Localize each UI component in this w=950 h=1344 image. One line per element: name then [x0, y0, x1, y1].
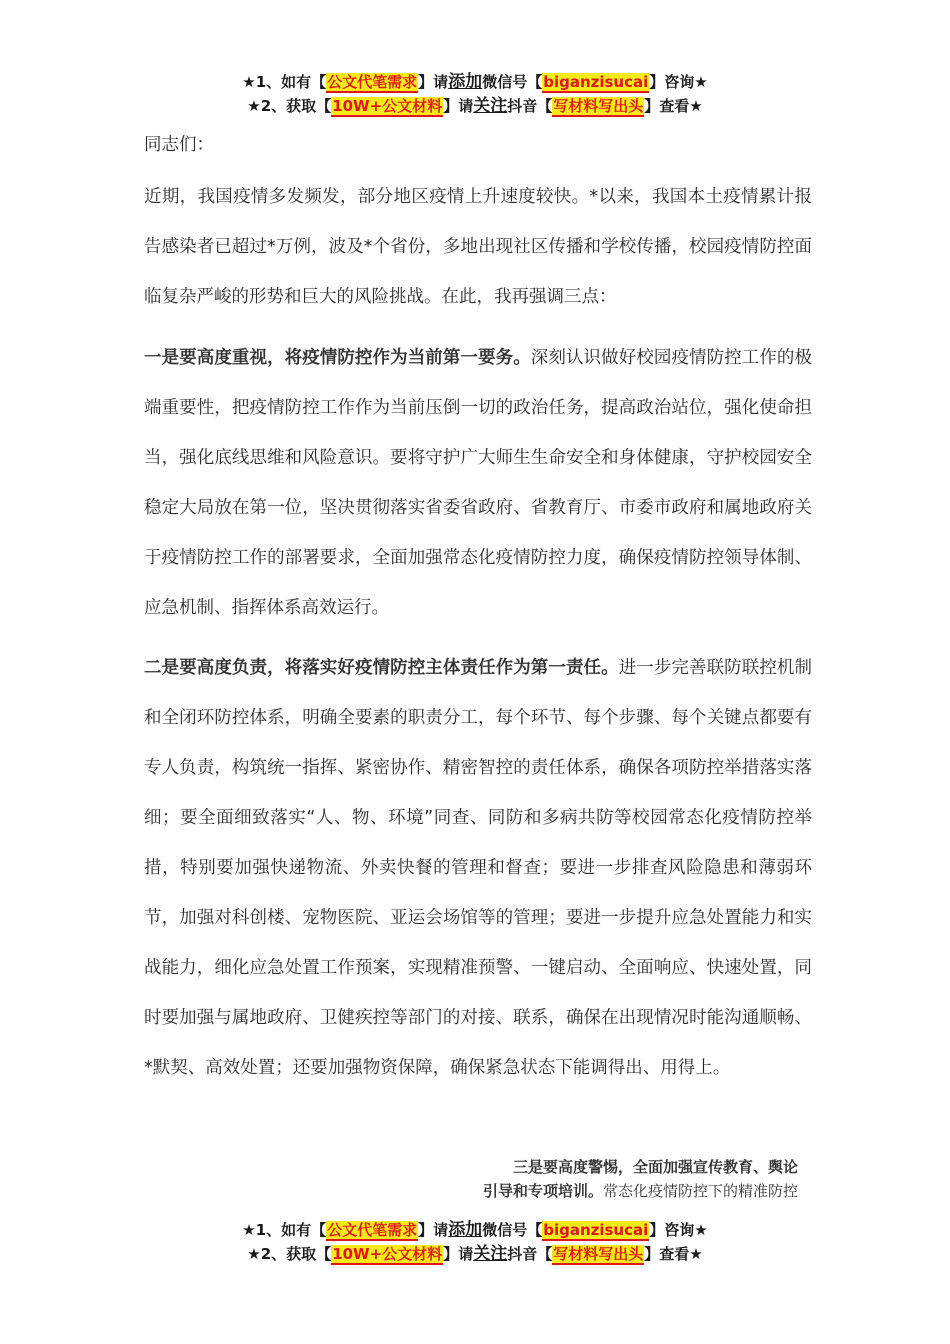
point-two-heading: 二是要高度负责，将落实好疫情防控主体责任作为第一责任。	[144, 658, 619, 678]
highlight-wechat-id: biganzisucai	[543, 1221, 649, 1239]
greeting: 同志们：	[144, 135, 214, 155]
highlight-douyin: 写材料写出头	[553, 97, 644, 115]
intro-paragraph: 近期，我国疫情多发频发，部分地区疫情上升速度较快。*以来，我国本土疫情累计报告感染者已超过*万例，波及*个省份，多地出现社区传播和学校传播，校园疫情防控面临复杂严峻的形势和巨大的风险挑战。在此，我再强调三点：	[144, 187, 812, 307]
point-one-paragraph: 一是要高度重视，将疫情防控作为当前第一要务。深刻认识做好校园疫情防控工作的极端重要性，把疫情防控工作作为当前压倒一切的政治任务，提高政治站位，强化使命担当，强化底线思维和风险意识。要将守护广大师生生命安全和身体健康，守护校园安全稳定大局放在第一位，坚决贯彻落实省委省政府、省教育厅、市委市政府和属地政府关于疫情防控工作的部署要求，全面加强常态化疫情防控力度，确保疫情防控领导体制、应急机制、指挥体系高效运行。	[144, 348, 813, 618]
top-banner	[0, 70, 950, 118]
highlight-douyin: 写材料写出头	[553, 1245, 644, 1263]
point-three-heading-b: 引导和专项培训。	[482, 1182, 603, 1200]
highlight-materials: 10W+公文材料	[332, 1245, 443, 1263]
banner-line-2: ★2、获取【10W+公文材料】请关注抖音【写材料写出头】查看★	[247, 1244, 703, 1264]
banner-line-1: ★1、如有【公文代笔需求】请添加微信号【biganzisucai】咨询★	[242, 72, 708, 92]
point-one-heading: 一是要高度重视，将疫情防控作为当前第一要务。	[144, 348, 531, 368]
highlight-wechat-id: biganzisucai	[543, 73, 649, 91]
highlight-service: 公文代笔需求	[327, 1221, 418, 1239]
point-three-paragraph: 三是要高度警惕，全面加强宣传教育、舆论 引导和专项培训。常态化疫情防控下的精准防控	[482, 1158, 798, 1200]
highlight-service: 公文代笔需求	[327, 73, 418, 91]
banner-line-2: ★2、获取【10W+公文材料】请关注抖音【写材料写出头】查看★	[247, 96, 703, 116]
banner-line-1: ★1、如有【公文代笔需求】请添加微信号【biganzisucai】咨询★	[242, 1220, 708, 1240]
point-three-heading-a: 三是要高度警惕，全面加强宣传教育、舆论	[512, 1158, 798, 1176]
point-two-paragraph: 二是要高度负责，将落实好疫情防控主体责任作为第一责任。进一步完善联防联控机制和全闭环防控体系，明确全要素的职责分工，每个环节、每个步骤、每个关键点都要有专人负责，构筑统一指挥、紧密协作、精密智控的责任体系，确保各项防控举措落实落细；要全面细致落实“人、物、环境”同查、同防和多病共防等校园常态化疫情防控举措，特别要加强快递物流、外卖快餐的管理和督查；要进一步排查风险隐患和薄弱环节，加强对科创楼、宠物医院、亚运会场馆等的管理；要进一步提升应急处置能力和实战能力，细化应急处置工作预案，实现精准预警、一键启动、全面响应、快速处置，同时要加强与属地政府、卫健疾控等部门的对接、联系，确保在出现情况时能沟通顺畅、*默契、高效处置；还要加强物资保障，确保紧急状态下能调得出、用得上。	[144, 658, 812, 1078]
bottom-banner	[0, 1218, 950, 1266]
highlight-materials: 10W+公文材料	[332, 97, 443, 115]
